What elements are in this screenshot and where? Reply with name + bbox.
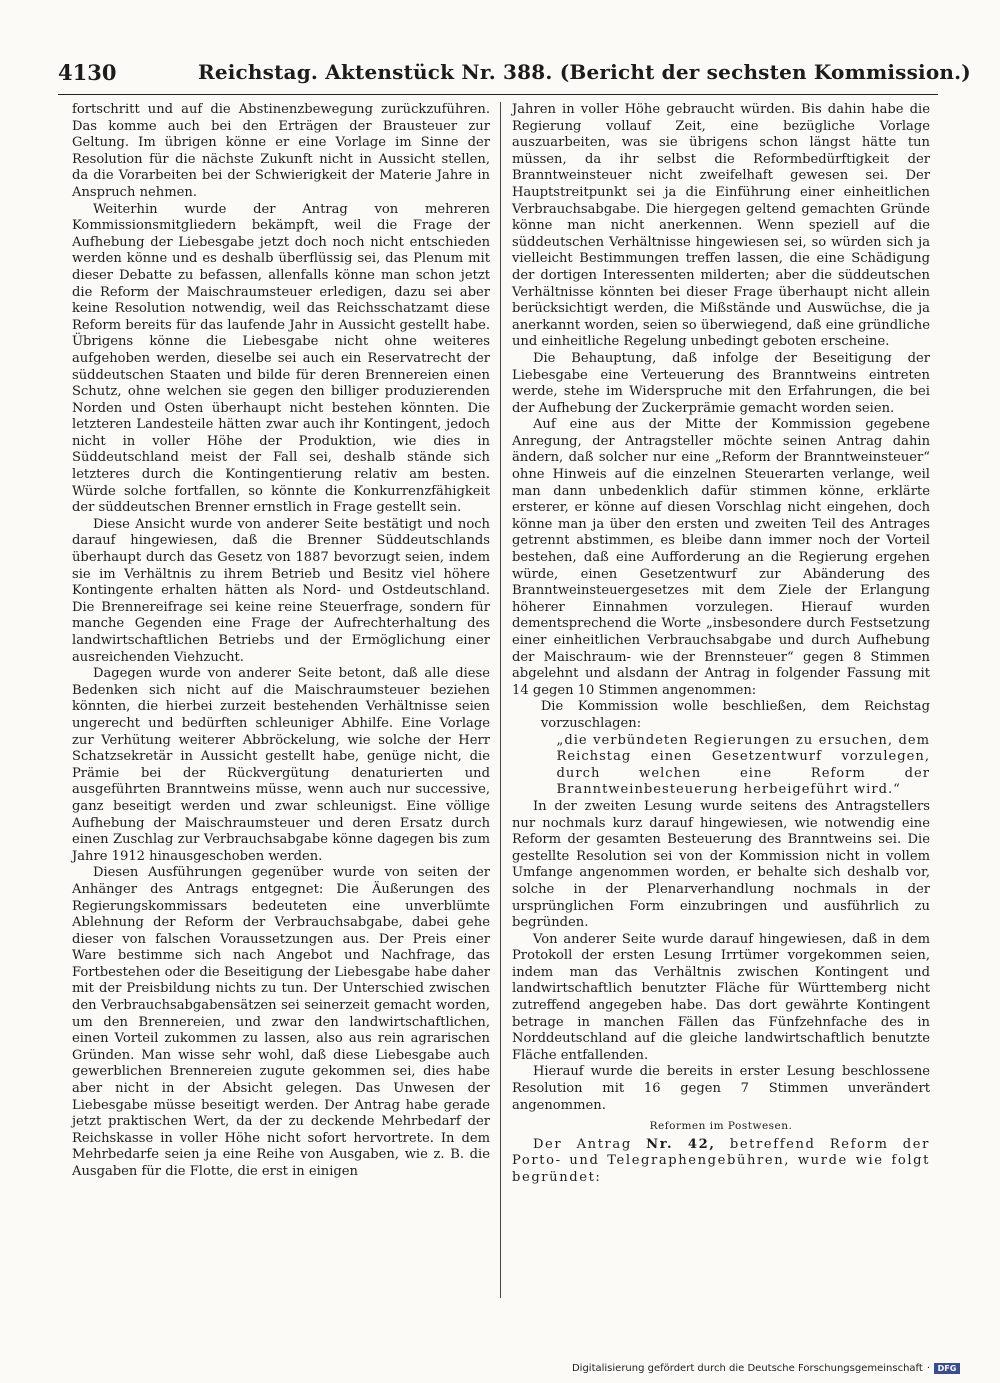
paragraph: In der zweiten Lesung wurde seitens des Antragstellers nur nochmals kurz darauf hingewiesen, wie notwendig eine Reform der gesamten Besteuerung des Branntweins sei. Die gestellte Resolution sei von der Kommission nicht in vollem Umfange angenommen worden, er behalte sich deshalb vor, solche in der Plenarverhandlung nochmals in der ursprünglichen Form einzubringen und ausführlich zu begründen. <box>512 798 930 931</box>
motion-number: Nr. 42, <box>646 1136 716 1152</box>
funding-note: Digitalisierung gefördert durch die Deutsche Forschungsgemeinschaft <box>571 1363 923 1374</box>
paragraph: Auf eine aus der Mitte der Kommission gegebene Anregung, der Antragsteller möchte seinen Antrag dahin ändern, daß solcher nur eine „Reform der Branntweinsteuer“ ohne Hinweis auf die einzelnen Steuerarten verlange, weil man dann unbedenklich dafür stimmen könne, erklärte ersterer, er könne auf diesen Vorschlag nicht eingehen, doch könne man ja über den ersten und zweiten Teil des Antrages getrennt abstimmen, es bleibe dann immer noch der Vorteil bestehen, daß eine Aufforderung an die Regierung ergehen würde, einen Gesetzentwurf zur Abänderung des Branntweinsteuergesetzes mit dem Ziele der Erlangung höherer Einnahmen vorzulegen. Hierauf wurden dementsprechend die Worte „insbesondere durch Festsetzung einer einheitlichen Verbrauchsabgabe und durch Aufhebung der Maischraum- wie der Brennsteuer“ gegen 8 Stimmen abgelehnt und alsdann der Antrag in folgender Fassung mit 14 gegen 10 Stimmen angenommen: <box>512 417 930 698</box>
column-divider <box>500 102 501 1298</box>
running-title: Reichstag. Aktenstück Nr. 388. (Bericht der sechsten Kommission.) <box>198 60 971 84</box>
final-paragraph-after: betreffend Reform der Porto- und Telegraphengebühren, wurde wie folgt begründet: <box>512 1136 930 1185</box>
paragraph: Dagegen wurde von anderer Seite betont, daß alle diese Bedenken sich nicht auf die Maischraumsteuer beziehen könnten, die hierbei zurzeit bestehenden Verhältnisse seien ungerecht und bedürften schleuniger Abhilfe. Eine Vorlage zur Verhütung weiterer Abbröckelung, wie solche der Herr Schatzsekretär in Aussicht gestellt habe, genüge nicht, die Prämie bei der Rückvergütung denaturierten und ausgeführten Branntweins müsse, wenn auch nur successive, ganz beseitigt werden und zwar schleunigst. Eine völlige Aufhebung der Maischraumsteuer und deren Ersatz durch einen Zuschlag zur Verbrauchsabgabe könne dagegen bis zum Jahre 1912 hinausgeschoben werden. <box>72 666 490 864</box>
paragraph: Diese Ansicht wurde von anderer Seite bestätigt und noch darauf hingewiesen, daß die Brenner Süddeutschlands überhaupt durch das Gesetz von 1887 bevorzugt seien, indem sie im Verhältnis zu ihrem Betrieb und Besitz viel höhere Kontingente erhalten hätten als Nord- und Ostdeutschland. Die Brennereifrage sei keine reine Steuerfrage, sondern für manche Gegenden eine Frage der Aufrechterhaltung des landwirtschaftlichen Betriebs und der Ermöglichung einer ausreichenden Viehzucht. <box>72 516 490 665</box>
paragraph: Von anderer Seite wurde darauf hingewiesen, daß in dem Protokoll der ersten Lesung Irrtümer vorgekommen seien, indem man das Verhältnis zwischen Kontingent und landwirtschaftlich benutzter Fläche für Württemberg nicht zutreffend angegeben habe. Das dort gewährte Kontingent betrage in manchen Fällen das Fünfzehnfache des in Norddeutschland auf die gleiche landwirtschaftlich benutzte Fläche entfallenden. <box>512 931 930 1063</box>
final-paragraph <box>512 1137 930 1187</box>
paragraph: Diesen Ausführungen gegenüber wurde von seiten der Anhänger des Antrags entgegnet: Die Äußerungen des Regierungskommissars bedeuteten eine unverblümte Ablehnung der Reform der Verbrauchsabgabe, dabei gehe dieser von falschen Voraussetzungen aus. Der Preis einer Ware bestimme sich nach Angebot und Nachfrage, das Fortbestehen oder die Beseitigung der Liebesgabe habe daher mit der Preisbildung nichts zu tun. Der Unterschied zwischen den Verbrauchsabgabensätzen sei seinerzeit gemacht worden, um den Brennereien, und zwar den landwirtschaftlichen, einen Vorteil zukommen zu lassen, also aus rein agrarischen Gründen. Man wisse sehr wohl, daß diese Liebesgabe auch gewerblichen Brennereien zugute gekommen sei, dies habe aber nicht in der Absicht gelegen. Das Unwesen der Liebesgabe müsse beseitigt werden. Der Antrag habe gerade jetzt praktischen Wert, da der zu deckende Mehrbedarf der Reichskasse in voller Höhe nicht sofort hervortrete. In dem Mehrbedarfe seien ja eine Reihe von Ausgaben, wie z. B. die Ausgaben für die Flotte, die erst in einigen <box>72 865 490 1179</box>
dfg-logo: DFG <box>934 1363 960 1374</box>
right-column <box>512 102 930 1187</box>
paragraph: Weiterhin wurde der Antrag von mehreren Kommissionsmitgliedern bekämpft, weil die Frage der Aufhebung der Liebesgabe jetzt doch noch nicht entschieden werden könne und es deshalb überflüssig sei, das Plenum mit dieser Debatte zu befassen, allenfalls könne man schon jetzt die Reform der Maischraumsteuer erledigen, dazu sei aber keine Resolution notwendig, weil das Reichsschatzamt diese Reform bereits für das laufende Jahr in Aussicht gestellt habe. Übrigens könne die Liebesgabe nicht ohne weiteres aufgehoben werden, dieselbe sei auch ein Reservatrecht der süddeutschen Staaten und bilde für deren Brennereien einen Schutz, ohne welchen sie gegen den billiger produzierenden Norden und Osten überhaupt nicht bestehen könnten. Die letzteren Landesteile hätten zwar auch ihr Kontingent, jedoch nicht in voller Höhe der Produktion, wie dies in Süddeutschland meist der Fall sei, deshalb stände sich letzteres durch die Kontingentierung relativ am besten. Würde solche fortfallen, so könnte die Konkurrenzfähigkeit der süddeutschen Brenner ernstlich in Frage gestellt sein. <box>72 201 490 516</box>
left-column <box>72 102 490 1181</box>
motion-intro: Die Kommission wolle beschließen, dem Reichstag vorzuschlagen: <box>540 699 930 731</box>
separator-dot: · <box>926 1363 930 1374</box>
paragraph: Jahren in voller Höhe gebraucht würden. Bis dahin habe die Regierung vollauf Zeit, eine bezügliche Vorlage auszuarbeiten, was sie übrigens schon längst hätte tun müssen, da ihr selbst die Reformbedürftigkeit der Branntweinsteuer nicht zweifelhaft gewesen sei. Der Hauptstreitpunkt sei ja die Einführung einer einheitlichen Verbrauchsabgabe. Die hiergegen geltend gemachten Gründe könne man nicht anerkennen. Wenn speziell auf die süddeutschen Verhältnisse hingewiesen sei, so würden sich ja vielleicht Bestimmungen treffen lassen, die eine Schädigung der dortigen Interessenten milderten; aber die süddeutschen Verhältnisse könnten bei dieser Frage überhaupt nicht allein berücksichtigt werden, die Mißstände und Auswüchse, die ja anerkannt worden, seien so überwiegend, daß eine gründliche und einheitliche Regelung unbedingt geboten erscheine. <box>512 102 930 350</box>
footer-note <box>572 1363 960 1374</box>
motion-text: „die verbündeten Regierungen zu ersuchen, dem Reichstag einen Gesetzentwurf vorzulegen, durch welchen eine Reform der Branntweinbesteuerung herbeigeführt wird.“ <box>556 732 930 798</box>
final-paragraph-before: Der Antrag <box>532 1136 632 1152</box>
section-heading: Reformen im Postwesen. <box>649 1120 793 1133</box>
paragraph: Die Behauptung, daß infolge der Beseitigung der Liebesgabe eine Verteuerung des Branntweins eintreten werde, stehe im Widerspruche mit den Erfahrungen, die bei der Aufhebung der Zuckerprämie gemacht worden seien. <box>512 350 930 416</box>
page-number: 4130 <box>58 60 117 85</box>
page-header <box>58 58 971 95</box>
paragraph: Hierauf wurde die bereits in erster Lesung beschlossene Resolution mit 16 gegen 7 Stimmen unverändert angenommen. <box>512 1064 930 1113</box>
paragraph: fortschritt und auf die Abstinenzbewegung zurückzuführen. Das komme auch bei den Erträgen der Brausteuer zur Geltung. Im übrigen könne er eine Vorlage im Sinne der Resolution für die nächste Zukunft nicht in Aussicht stellen, da die Vorarbeiten bei der Schwierigkeit der Materie Jahre in Anspruch nehmen. <box>72 102 490 200</box>
